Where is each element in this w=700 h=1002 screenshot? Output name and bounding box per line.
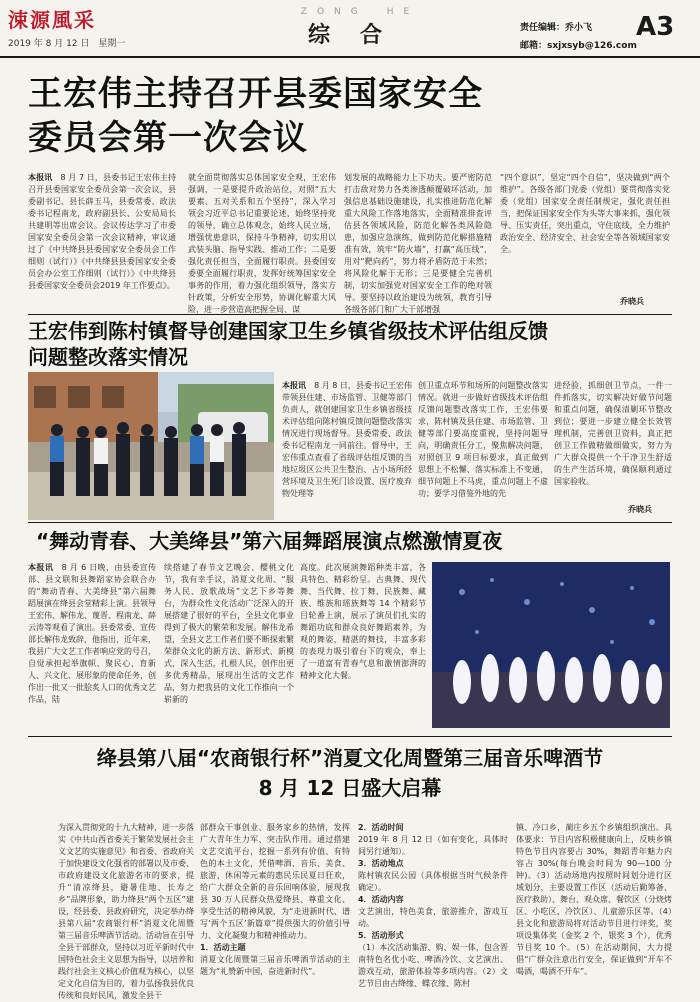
story2-column-3: 进经验，抓细创卫节点，一件一件抓落实，切实解决好做节问题和重点问题，确保清剿环节整改到位；要进一步建立健全长效管理机制，完善创卫资料，真正把创卫工作做精做细做实，努力为广大群众提供一个干净卫生舒适的生产生活环境，确保顺利通过国家验收。 bbox=[554, 381, 672, 486]
story2-headline bbox=[28, 318, 678, 370]
story1-headline-line1: 王宏伟主持召开县委国家安全 bbox=[28, 74, 483, 114]
divider bbox=[28, 522, 672, 523]
dance-performance-photo-art bbox=[432, 562, 670, 728]
story2-headline-line1: 王宏伟到陈村镇督导创建国家卫生乡镇省级技术评估组反馈 bbox=[28, 319, 548, 343]
story2-author: 乔晓兵 bbox=[628, 505, 652, 514]
story1-column-2: 就全面贯彻落实总体国家安全观，王宏伟强调，一是要提升政治站位，对照“五大要素、五对关系和五个坚持”，深入学习领会习近平总书记重要论述，始终坚持党的领导，确立总体观念，始终人民立场，增强忧患意识，保持斗争精神，切实用以武装头脑、指导实践、推动工作；二是要强化责任担当，全面履行职责。县委国安委要全面履行职责，发挥好统筹国家安全事务的作用，着力强化组织领导，落实方针政策，分析安全形势，协调化解重大风险，进一步营造高把握全局、谋 bbox=[188, 173, 336, 314]
story4-subhead-theme: 1．活动主题 bbox=[200, 943, 246, 952]
story1-column-1 bbox=[28, 172, 176, 310]
dance-performance-photo bbox=[432, 562, 670, 728]
story2-column-1 bbox=[282, 380, 412, 520]
editor-email: 邮箱：sxjxsyb@126.com bbox=[520, 41, 637, 51]
story4-time-text: 2019 年 8 月 12 日（如有变化，具体时间另行通知）。 bbox=[358, 835, 508, 856]
story4-column-2 bbox=[200, 822, 350, 974]
story1-col1-text: 8 月 7 日，县委书记王宏伟主持召开县委国家安全委员会第一次会议，县委副书记、县长薛玉马，县委常委、政法委书记程南龙，政府副县长、公安局局长共建明等出席会议。会议传达学习了市委国家安全委员会第一次会议精神，审议通过了《中共绛县县委国家安全委员会工作细则（试行）》《中共绛县县委国家安全委员会办公室工作细则（试行）》《中共绛县县委国家安全委员会2019 年工作要点》。 bbox=[28, 173, 177, 290]
story3-column-1 bbox=[28, 562, 156, 730]
divider bbox=[28, 736, 672, 737]
story1-byline: 本报讯 bbox=[28, 173, 53, 182]
story3-column-3: 高度。此次展演舞蹈种类丰富，各具特色、精彩纷呈。古典舞、现代舞、当代舞、拉丁舞、民族舞、藏族、维族和瑶族舞等 14 个精彩节目轮番上演，展示了演员们扎实的舞蹈功底和群众良好舞蹈素养，为观的舞姿，精湛的舞技，丰富多彩的表现力吸引着台下的观众，奉上了一道富有青春气息和激情澎湃的精神文化大餐。 bbox=[300, 563, 426, 680]
paper-name: 涑源風采 bbox=[8, 8, 96, 32]
story3-headline: “舞动青春、大美绛县”第六届舞蹈展演点燃激情夏夜 bbox=[36, 529, 503, 553]
story1-column-3: 划发展的战略能力上下功夫。要严密防范打击敌对势力各类渗透颠覆破坏活动，加强信息基础设施建设，扎实推进防范化解重大风险工作落地落实，全面精准排查评估县各领域风险，防范化解各类风险隐患，加强应急演练，做到防范化解措施精准有效，筑牢“防火墙”，打赢“高压线”，用对“靶向药”，努力将矛盾防范于未然；将风险化解于无形；三是要健全完善机制，切实加强党对国家安全工作的绝对领导。要坚持以政治建设为统领，教育引导各级各部门和广大干部增强 bbox=[344, 173, 492, 314]
story2-headline-line2: 问题整改落实情况 bbox=[28, 345, 188, 369]
story4-column-4: 镇、冷口乡，蔺庄乡五个乡镇组织演出。具体要求：节目内容积极健康向上，反映乡镇特色节目内容要占 30%，舞蹈青年魅力内容占 30%(每台晚会时间为 90—100 分钟)。（3）活动场地内按照时间划分进行区域划分，主要设置工作区（活动后勤筹备、医疗救助）、舞台、观众席、餐饮区（分烧烤区、小吃区、冷饮区）、儿童游乐区等。（4）县文化和旅游局将对活动节目进行评奖，奖项设集体奖（金奖 2 个，银奖 3 个），优秀节目奖 10 个。（5）在活动期间，大力提倡“广群众注意出行安全，保证做到“开车不喝酒，喝酒不开车”。 bbox=[516, 823, 672, 976]
story1-column-4: “四个意识”，坚定“四个自信”，坚决做到“两个维护”。各级各部门党委（党组）要贯彻落实党委（党组）国家安全责任制规定，强化责任担当，把保证国家安全作为头等大事来抓，强化领导、压实责任，突出重点，守住底线，全力维护政治安全、经济安全、社会安全等各领域国家安全。 bbox=[500, 173, 670, 254]
issue-date: 2019 年 8 月 12 日 星期一 bbox=[8, 39, 126, 49]
responsible-editor: 责任编辑：乔小飞 bbox=[520, 23, 593, 33]
story1-author: 乔晓兵 bbox=[620, 297, 644, 306]
story4-headline-line2: 8 月 12 日盛大启幕 bbox=[258, 776, 442, 800]
section-name: 综合 bbox=[307, 23, 412, 48]
inspection-photo-art bbox=[28, 372, 274, 520]
story4-content-text: 文艺演出，特色美食，旅游推介，游戏互动。 bbox=[358, 907, 508, 928]
inspection-photo bbox=[28, 372, 274, 520]
story4-col2-text: 部群众干事创业、服务家乡的热情，发挥广大青年生力军、突击队作用。通过搭建文艺交流平台，挖掘一系列有价值、有特色的本土文化，凭借啤酒、音乐、美食、旅游、休闲等元素的惠民乐民夏日狂欢，给广大群众全新的音乐回响体验，展现我县 30 万人民群众热爱绛县、尊重文化、享受生活的精神风貌，为“走进新时代、谱写‘两个五区’新篇章”提供强大的价值引导力、文化凝聚力和精神推动力。 bbox=[200, 823, 350, 940]
page-number: A3 bbox=[636, 12, 675, 42]
divider bbox=[28, 314, 672, 315]
story3-byline: 本报讯 bbox=[28, 563, 54, 572]
story4-theme-text: 消夏文化周暨第三届音乐啤酒节活动的主题为“礼赞新中国，奋进新时代”。 bbox=[200, 955, 350, 976]
story3-col1-text: 8 月 6 日晚，由县委宣传部、县文联和县舞蹈家协会联合办的“舞动青春、大美绛县”第六届舞蹈展演在绛县会堂精彩上演。县领导王宏伟、解伟龙、蔑晋、程南龙、薛云涛等观看了演出。县委常委、宣传部长解伟龙致辞，他指出，近年来，我县广大文艺工作者响应党的号召，自觉承担起举旗帜、聚民心、育新人、兴文化、展形象的使命任务，创作出一批又一批脍炙人口的优秀文艺作品，陆 bbox=[28, 563, 157, 704]
story2-col1-text: 8 月 8 日，县委书记王宏伟带领县住建、市场监管、卫健等部门负责人，就创建国家卫生乡镇省级技术评估组向陈村镇反馈问题整改落实情况进行现场督导。县委常委、政法委书记程南龙一同前往。督导中，王宏伟重点查看了省级评估组反馈的当地垃圾区公共卫生整治、占小场所经营环境及卫生死门诊设置、医疗废弃物处理等 bbox=[282, 381, 413, 498]
story4-place-text: 陈村镇农民公园（具体根据当时气候条件确定）。 bbox=[358, 871, 508, 892]
section-name-pinyin: ZONG HE bbox=[300, 7, 420, 17]
story4-column-3 bbox=[358, 822, 508, 988]
story3-column-2: 续搭建了春节文艺晚会、樱桃文化节，我有幸手议，消夏文化周、“服务人民、放歌战场”文艺下乡等舞台，为群众性文化活动广泛深入的开展搭建了很好的平台，全县文化事业得到了极大的繁荣和发展。解伟龙希望，全县文艺工作者们要不断探索繁荣群众文化的新方法、新形式、新模式，深入生活，扎根人民，创作出更多优秀精品，展现出生活的文艺作品，努力把我县的文化工作推向一个崭新的 bbox=[164, 563, 294, 704]
story1-headline-line2: 委员会第一次会议 bbox=[28, 118, 308, 158]
story4-column-1: 为深入贯彻党的十九大精神，进一步落实《中共山西省委关于繁荣发展社会主义文艺的实施意见》和省委、省政府关于加快建设文化强省的部署以及市委、市政府建设文化旅游名市的要求，提升“清凉绛县，避暑佳地、长寿之乡”品牌形象，助力绛县“两个五区”建设，经县委、县政府研究，决定举办绛县第八届“农商银行杯”消夏文化周暨第三届音乐啤酒节活动。活动旨在引导全县干部群众，坚持以习近平新时代中国特色社会主义思想为指导，以培养和践行社会主义核心价值观为核心，以坚定文化自信为目的，着力弘扬我县优良传统和良好民风，激发全县干 bbox=[58, 823, 194, 1000]
story4-headline-line1: 绛县第八届“农商银行杯”消夏文化周暨第三届音乐啤酒节 bbox=[96, 746, 604, 770]
story2-column-2: 创卫重点环节和场所的问题整改落实情况。就进一步做好省级技术评估组反馈问题整改落实工作，王宏伟要求，陈村镇及县住建、市场监管、卫健等部门要高度重视，坚持问题导向，明确责任分工，聚焦解决问题，对照创卫 9 项目标要求，真正做到思想上不松懈、落实标准上不变通，细节问题上不马虎，重点问题上不虚功；要学习借鉴外地的先 bbox=[418, 381, 548, 498]
story4-subhead-form: 5．活动形式 bbox=[358, 931, 404, 940]
story4-subhead-time: 2．活动时间 bbox=[358, 823, 404, 832]
story4-subhead-content: 4．活动内容 bbox=[358, 895, 404, 904]
masthead bbox=[0, 0, 700, 58]
story2-byline: 本报讯 bbox=[282, 381, 307, 390]
story1-headline bbox=[28, 72, 678, 160]
story4-form-text: （1）本次活动集游、购、娱一体，包含晋南特色名优小吃、啤酒冷饮、文艺演出、游戏互动，旅游体验等多项内容。（2）文艺节目由古绛缘、蝶衣缘、陈村 bbox=[358, 943, 508, 988]
story4-subhead-place: 3．活动地点 bbox=[358, 859, 404, 868]
